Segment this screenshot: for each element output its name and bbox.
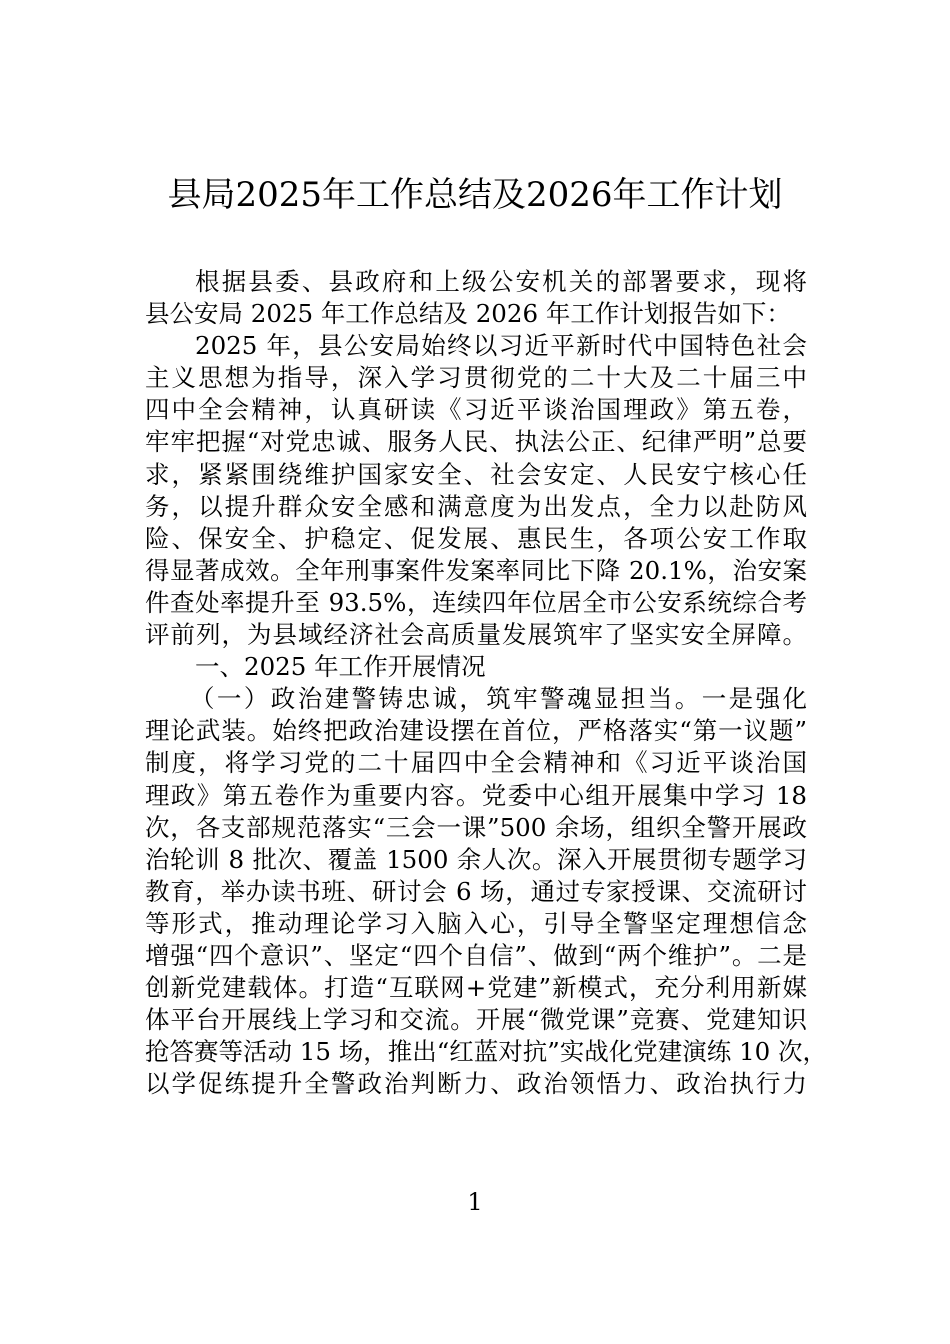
text-line: 主义思想为指导，深入学习贯彻党的二十大及二十届三中 (145, 363, 807, 393)
text-line: 治轮训 8 批次、覆盖 1500 余人次。深入开展贯彻专题学习 (145, 844, 807, 874)
text-line: 2025 年，县公安局始终以习近平新时代中国特色社会 (195, 331, 807, 361)
text-line: 牢牢把握“对党忠诚、服务人民、执法公正、纪律严明”总要 (145, 427, 807, 457)
text-line: 理论武装。始终把政治建设摆在首位，严格落实“第一议题” (145, 716, 807, 746)
text-line: 件查处率提升至 93.5%，连续四年位居全市公安系统综合考 (145, 587, 807, 617)
text-line: 次，各支部规范落实“三会一课”500 余场，组织全警开展政 (145, 812, 807, 842)
text-line: 创新党建载体。打造“互联网+党建”新模式，充分利用新媒 (145, 973, 807, 1003)
text-line: 等形式，推动理论学习入脑入心，引导全警坚定理想信念 (145, 908, 807, 938)
text-line: 抢答赛等活动 15 场，推出“红蓝对抗”实战化党建演练 10 次， (145, 1037, 828, 1067)
document-body (145, 266, 828, 1100)
text-line: 评前列，为县域经济社会高质量发展筑牢了坚实安全屏障。 (145, 620, 807, 650)
text-line: 理政》第五卷作为重要内容。党委中心组开展集中学习 18 (145, 780, 807, 810)
document-title: 县局2025年工作总结及2026年工作计划 (167, 175, 783, 215)
text-line: 以学促练提升全警政治判断力、政治领悟力、政治执行力 (145, 1069, 807, 1099)
section-heading: 一、2025 年工作开展情况 (195, 652, 486, 682)
text-line: 增强“四个意识”、坚定“四个自信”、做到“两个维护”。二是 (145, 940, 807, 970)
text-line: 险、保安全、护稳定、促发展、惠民生，各项公安工作取 (145, 523, 807, 553)
text-line: （一）政治建警铸忠诚，筑牢警魂显担当。一是强化 (190, 684, 807, 714)
text-line: 求，紧紧围绕维护国家安全、社会安定、人民安宁核心任 (145, 459, 807, 489)
text-line: 县公安局 2025 年工作总结及 2026 年工作计划报告如下： (145, 299, 791, 329)
text-line: 得显著成效。全年刑事案件发案率同比下降 20.1%，治安案 (145, 555, 807, 585)
text-line: 四中全会精神，认真研读《习近平谈治国理政》第五卷， (145, 395, 807, 425)
page-number: 1 (467, 1188, 483, 1216)
text-line: 根据县委、县政府和上级公安机关的部署要求，现将 (195, 267, 807, 296)
text-line: 制度，将学习党的二十届四中全会精神和《习近平谈治国 (145, 748, 807, 778)
text-line: 务，以提升群众安全感和满意度为出发点，全力以赴防风 (145, 491, 807, 521)
text-line: 体平台开展线上学习和交流。开展“微党课”竞赛、党建知识 (145, 1005, 807, 1035)
text-line: 教育，举办读书班、研讨会 6 场，通过专家授课、交流研讨 (145, 876, 807, 906)
